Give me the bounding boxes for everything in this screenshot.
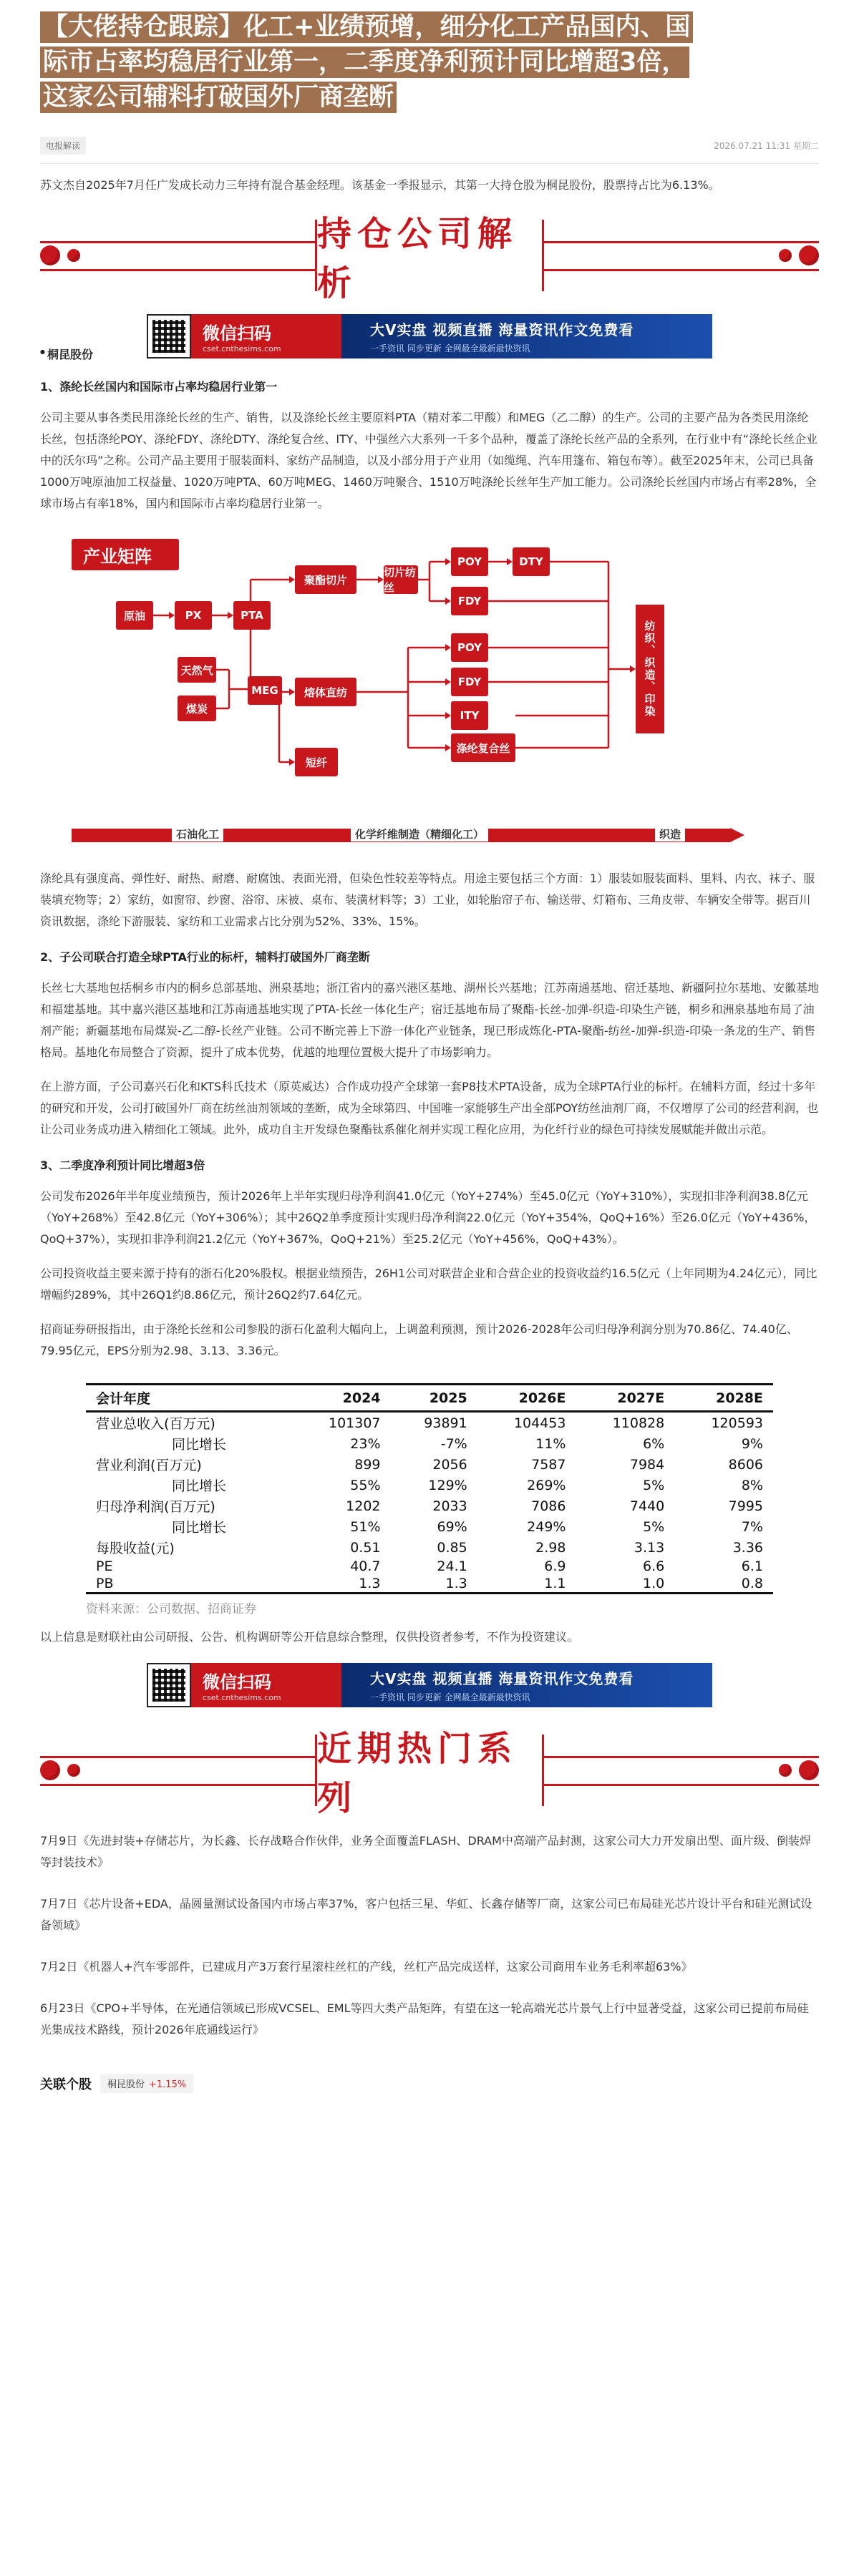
table-cell: 7440: [629, 1498, 665, 1514]
table-row: [86, 1537, 773, 1558]
article-headline: [40, 0, 819, 115]
article-meta: [40, 137, 819, 155]
column-header: 2027E: [576, 1385, 674, 1412]
node-px: PX: [175, 601, 212, 630]
wechat-promo-banner[interactable]: [147, 1660, 712, 1710]
table-cell: 69%: [437, 1518, 467, 1535]
row-label: 归母净利润(百万元): [96, 1499, 215, 1515]
table-cell: 6.9: [544, 1558, 566, 1574]
node-fdy: FDY: [451, 668, 488, 696]
table-body: [86, 1412, 773, 1594]
promo-right: [341, 1663, 712, 1707]
publish-date: 2026.07.21 11:31 星期二: [714, 141, 819, 151]
row-label: PE: [96, 1558, 113, 1574]
banner-title: 持仓公司解析: [317, 214, 518, 303]
section-title: 2、子公司联合打造全球PTA行业的标杆，辅料打破国外厂商垄断: [40, 950, 370, 964]
table-row: [86, 1412, 773, 1434]
promo-slogan: 大V实盘 视频直播 海量资讯作文免费看: [370, 1670, 634, 1687]
diagram-connectors: [72, 533, 787, 855]
column-header: 2026E: [477, 1385, 576, 1412]
body-paragraph: 公司投资收益主要来源于持有的浙石化20%股权。根据业绩预告，26H1公司对联营企业和合营企业的投资收益约16.5亿元（上年同期为4.24亿元），同比增幅约289%，其中26Q1约8.86亿元，预计26Q2约7.64亿元。: [40, 1267, 817, 1302]
headline-line: 际市占率均稳居行业第一，二季度净利预计同比增超3倍，: [40, 47, 689, 78]
divider: [40, 163, 819, 164]
table-row: [86, 1558, 773, 1575]
row-label: PB: [86, 1575, 292, 1594]
section-banner-holdings: [40, 214, 819, 303]
promo-scan-label: 微信扫码: [203, 323, 271, 343]
table-cell: 7%: [741, 1518, 763, 1535]
banner-title-box: [315, 214, 544, 303]
table-cell: 5%: [643, 1477, 665, 1493]
table-cell: 6%: [643, 1435, 665, 1452]
company-name: ● 桐昆股份: [40, 346, 819, 362]
table-cell: 93891: [424, 1415, 467, 1431]
row-label: 同比增长: [172, 1520, 227, 1536]
table-cell: 120593: [711, 1415, 763, 1431]
promo-url: cset.cnthesims.com: [203, 344, 281, 353]
table-row: [86, 1575, 773, 1594]
node-fdy: FDY: [451, 587, 488, 615]
table-cell: 9%: [741, 1435, 763, 1452]
hot-series-item[interactable]: 6月23日《CPO+半导体，在光通信领域已形成VCSEL、EML等四大类产品矩阵，有望在这一轮高端光芯片景气上行中显著受益，这家公司已提前布局硅光集成技术路线，预计2026年底通线运行》: [40, 2001, 809, 2036]
table-cell: 899: [354, 1456, 381, 1473]
promo-subslogan: 一手资讯 同步更新 全网最全最新最快资讯: [370, 343, 530, 353]
table-cell: 7587: [531, 1456, 566, 1473]
table-cell: 0.8: [674, 1575, 773, 1594]
table-cell: 55%: [350, 1477, 381, 1493]
node-pta: PTA: [233, 601, 271, 630]
hot-series-item[interactable]: 7月2日《机器人+汽车零部件，已建成月产3万套行星滚柱丝杠的产线，丝杠产品完成送样，这家公司商用车业务毛利率超63%》: [40, 1960, 693, 1974]
table-cell: 7984: [629, 1456, 665, 1473]
banner-title-box: [315, 1729, 544, 1818]
node-coal: 煤炭: [178, 696, 216, 721]
table-cell: 6.1: [741, 1558, 763, 1574]
row-label: 营业总收入(百万元): [96, 1416, 215, 1432]
table-cell: 249%: [527, 1518, 566, 1535]
industry-matrix-diagram: [72, 533, 787, 855]
section-title: 3、二季度净利预计同比增超3倍: [40, 1158, 205, 1172]
row-label: 同比增长: [172, 1478, 227, 1494]
table-cell: 1202: [346, 1498, 381, 1514]
body-paragraph: 涤纶具有强度高、弹性好、耐热、耐磨、耐腐蚀、表面光滑，但染色性较差等特点。用途主要包括三个方面：1）服装如服装面料、里料、内衣、袜子、服装填充物等；2）家纺，如窗帘、纱窗、浴帘、床被、桌布、装潢材料等；3）工业，如轮胎帘子布、输送带、灯箱布、三角皮带、车辆安全带等。据百川资讯数据，涤纶下游服装、家纺和工业需求占比分别为52%、33%、15%。: [40, 872, 815, 928]
node-natural-gas: 天然气: [178, 657, 216, 683]
table-cell: 8%: [741, 1477, 763, 1493]
table-header-row: [86, 1385, 773, 1412]
table-cell: 1.3: [292, 1575, 391, 1594]
body-paragraph: 长丝七大基地包括桐乡市内的桐乡总部基地、洲泉基地；浙江省内的嘉兴港区基地、湖州长兴基地；江苏南通基地、宿迁基地、新疆阿拉尔基地、安徽基地和福建基地。其中嘉兴港区基地和江苏南通基地实现了PTA-长丝一体化生产；宿迁基地布局了聚酯-长丝-加弹-织造-印染生产链，桐乡和洲泉基地布局了油剂产能；新疆基地布局煤炭-乙二醇-长丝产业链。公司不断完善上下游一体化产业链条，现已形成炼化-PTA-聚酯-纺丝-加弹-织造-印染一条龙的生产、销售格局。基地化布局整合了资源，提升了成本优势，优越的地理位置极大提升了市场影响力。: [40, 981, 820, 1059]
table-cell: 269%: [527, 1477, 566, 1493]
table-cell: 7086: [531, 1498, 566, 1514]
node-meg: MEG: [248, 676, 282, 705]
node-poy: POY: [451, 547, 488, 576]
stock-chip[interactable]: [100, 2074, 193, 2093]
body-paragraph: 在上游方面，子公司嘉兴石化和KTS科氏技术（原英威达）合作成功投产全球第一套P8技术PTA设备，成为全球PTA行业的标杆。在辅料方面，经过十多年的研究和开发，公司打破国外厂商在纺丝油剂领域的垄断，成为全球第四、中国唯一家能够生产出全部POY纺丝油剂厂商，不仅增厚了公司的经营利润，也让公司业务成功进入精细化工领域。此外，成功自主开发绿色聚酯钛系催化剂并实现工程化应用，为化纤行业的绿色可持续发展赋能并做出示范。: [40, 1080, 819, 1136]
column-header: 会计年度: [86, 1385, 292, 1412]
table-cell: 8606: [728, 1456, 763, 1473]
table-cell: 3.36: [732, 1539, 763, 1556]
table-cell: -7%: [440, 1435, 467, 1452]
column-header: 2024: [292, 1385, 391, 1412]
table-cell: 2056: [432, 1456, 467, 1473]
table-cell: 2.98: [535, 1539, 566, 1556]
table-row: [86, 1475, 773, 1496]
table-cell: 110828: [612, 1415, 665, 1431]
node-dty: DTY: [513, 547, 550, 576]
column-header: 2025: [391, 1385, 477, 1412]
band-petrochemical: 石油化工: [172, 826, 223, 841]
promo-scan-label: 微信扫码: [203, 1672, 271, 1692]
node-composite-yarn: 涤纶复合丝: [451, 733, 515, 762]
row-label: 同比增长: [172, 1437, 227, 1453]
stock-name: 桐昆股份: [107, 2079, 145, 2090]
headline-line: 这家公司辅料打破国外厂商垄断: [40, 82, 397, 113]
promo-subslogan: 一手资讯 同步更新 全网最全最新最快资讯: [370, 1692, 530, 1702]
table-cell: 101307: [328, 1415, 381, 1431]
node-staple-fiber: 短纤: [295, 748, 338, 776]
section-banner-hot-series: [40, 1729, 819, 1818]
body-paragraph: 公司发布2026年半年度业绩预告，预计2026年上半年实现归母净利润41.0亿元（YoY+274%）至45.0亿元（YoY+310%），实现扣非净利润38.8亿元（YoY+268%）至42.8亿元（YoY+306%）；其中26Q2单季度预计实现归母净利润22.0亿元（YoY+354%，QoQ+16%）至26.0亿元（YoY+436%，QoQ+37%），实现扣非净利润21.2亿元（YoY+367%，QoQ+21%）至25.2亿元（YoY+456%，QoQ+43%）。: [40, 1189, 816, 1246]
table-row: [86, 1516, 773, 1537]
row-label: 营业利润(百万元): [96, 1458, 202, 1473]
table-cell: 129%: [428, 1477, 467, 1493]
related-stocks-label: 关联个股: [40, 2077, 92, 2092]
table-cell: 40.7: [350, 1558, 381, 1574]
promo-slogan: 大V实盘 视频直播 海量资讯作文免费看: [370, 321, 634, 338]
column-header: 2028E: [674, 1385, 773, 1412]
banner-title: 近期热门系列: [317, 1729, 518, 1818]
banner-dots-right: [779, 1760, 819, 1780]
table-cell: 11%: [535, 1435, 566, 1452]
table-cell: 23%: [350, 1435, 381, 1452]
stock-change: +1.15%: [149, 2079, 187, 2090]
hot-series-item[interactable]: 7月9日《先进封装+存储芯片，为长鑫、长存战略合作伙伴，业务全面覆盖FLASH、DRAM中高端产品封测，这家公司大力开发扇出型、面片级、倒装焊等封装技术》: [40, 1834, 811, 1869]
table-cell: 6.6: [643, 1558, 665, 1574]
disclaimer: 以上信息是财联社由公司研报、公告、机构调研等公开信息综合整理，仅供投资者参考，不作为投资建议。: [40, 1630, 579, 1644]
banner-dots-right: [779, 245, 819, 265]
node-ity: ITY: [451, 701, 488, 730]
body-paragraph: 招商证券研报指出，由于涤纶长丝和公司参股的浙石化盈利大幅向上，上调盈利预测，预计2026-2028年公司归母净利润分别为70.86亿、74.40亿、79.95亿元，EPS分别为2.98、3.13、3.36元。: [40, 1322, 798, 1357]
banner-dots-left: [40, 245, 80, 265]
qr-code-icon: [147, 1663, 191, 1707]
promo-url: cset.cnthesims.com: [203, 1693, 281, 1702]
node-crude-oil: 原油: [116, 601, 153, 630]
diagram-title: 产业矩阵: [72, 539, 179, 570]
table-cell: 24.1: [437, 1558, 467, 1574]
hot-series-item[interactable]: 7月7日《芯片设备+EDA，晶圆量测试设备国内市场占率37%，客户包括三星、华虹、长鑫存储等厂商，这家公司已布局硅光芯片设计平台和硅光测试设备领域》: [40, 1897, 812, 1932]
table-cell: 5%: [643, 1518, 665, 1535]
band-fiber-manufacturing: 化学纤维制造（精细化工）: [351, 826, 488, 841]
table-source: 资料来源：公司数据、招商证券: [86, 1602, 256, 1616]
row-label: 每股收益(元): [96, 1541, 175, 1556]
table-row: [86, 1433, 773, 1454]
band-weaving: 织造: [655, 826, 685, 841]
table-cell: 2033: [432, 1498, 467, 1514]
table-cell: 7995: [728, 1498, 763, 1514]
node-chip-spinning: 切片纺丝: [384, 565, 418, 594]
lead-paragraph: 苏文杰自2025年7月任广发成长动力三年持有混合基金经理。该基金一季报显示，其第一大持仓股为桐昆股份，股票持占比为6.13%。: [40, 178, 720, 192]
node-poy: POY: [451, 633, 488, 662]
financial-forecast-table: [86, 1383, 773, 1594]
headline-line: 【大佬持仓跟踪】化工+业绩预增，细分化工产品国内、国: [40, 11, 693, 43]
node-melt-direct-spinning: 熔体直纺: [295, 678, 356, 706]
table-cell: 0.85: [437, 1539, 467, 1556]
table-row: [86, 1496, 773, 1516]
section-title: 1、涤纶长丝国内和国际市占率均稳居行业第一: [40, 380, 278, 394]
node-polyester-chip: 聚酯切片: [295, 565, 356, 594]
table-cell: 1.3: [391, 1575, 477, 1594]
related-stocks: [40, 2074, 819, 2093]
table-cell: 3.13: [634, 1539, 665, 1556]
table-row: [86, 1454, 773, 1475]
banner-dots-left: [40, 1760, 80, 1780]
body-paragraph: 公司主要从事各类民用涤纶长丝的生产、销售，以及涤纶长丝主要原料PTA（精对苯二甲酸）和MEG（乙二醇）的生产。公司的主要产品为各类民用涤纶长丝，包括涤纶POY、涤纶FDY、涤纶DTY、涤纶复合丝、ITY、中强丝六大系列一千多个品种，覆盖了涤纶长丝产品的全系列，在行业中有“涤纶长丝企业中的沃尔玛”之称。公司产品主要用于服装面料、家纺产品制造，以及小部分用于产业用（如缆绳、汽车用篷布、箱包布等）。截至2025年末，公司已具备1000万吨原油加工权益量、1020万吨PTA、60万吨MEG、1460万吨聚合、1510万吨涤纶长丝年生产加工能力。公司涤纶长丝国内市场占有率28%，全球市场占有率18%，国内和国际市占率均稳居行业第一。: [40, 411, 817, 510]
table-cell: 0.51: [350, 1539, 381, 1556]
node-weaving-dyeing: 纺织、织造、印染: [636, 605, 664, 733]
category-tag[interactable]: 电报解读: [40, 137, 86, 155]
table-cell: 51%: [350, 1518, 381, 1535]
table-cell: 1.1: [477, 1575, 576, 1594]
promo-left: [191, 1663, 341, 1707]
table-cell: 1.0: [576, 1575, 674, 1594]
table-cell: 104453: [513, 1415, 566, 1431]
